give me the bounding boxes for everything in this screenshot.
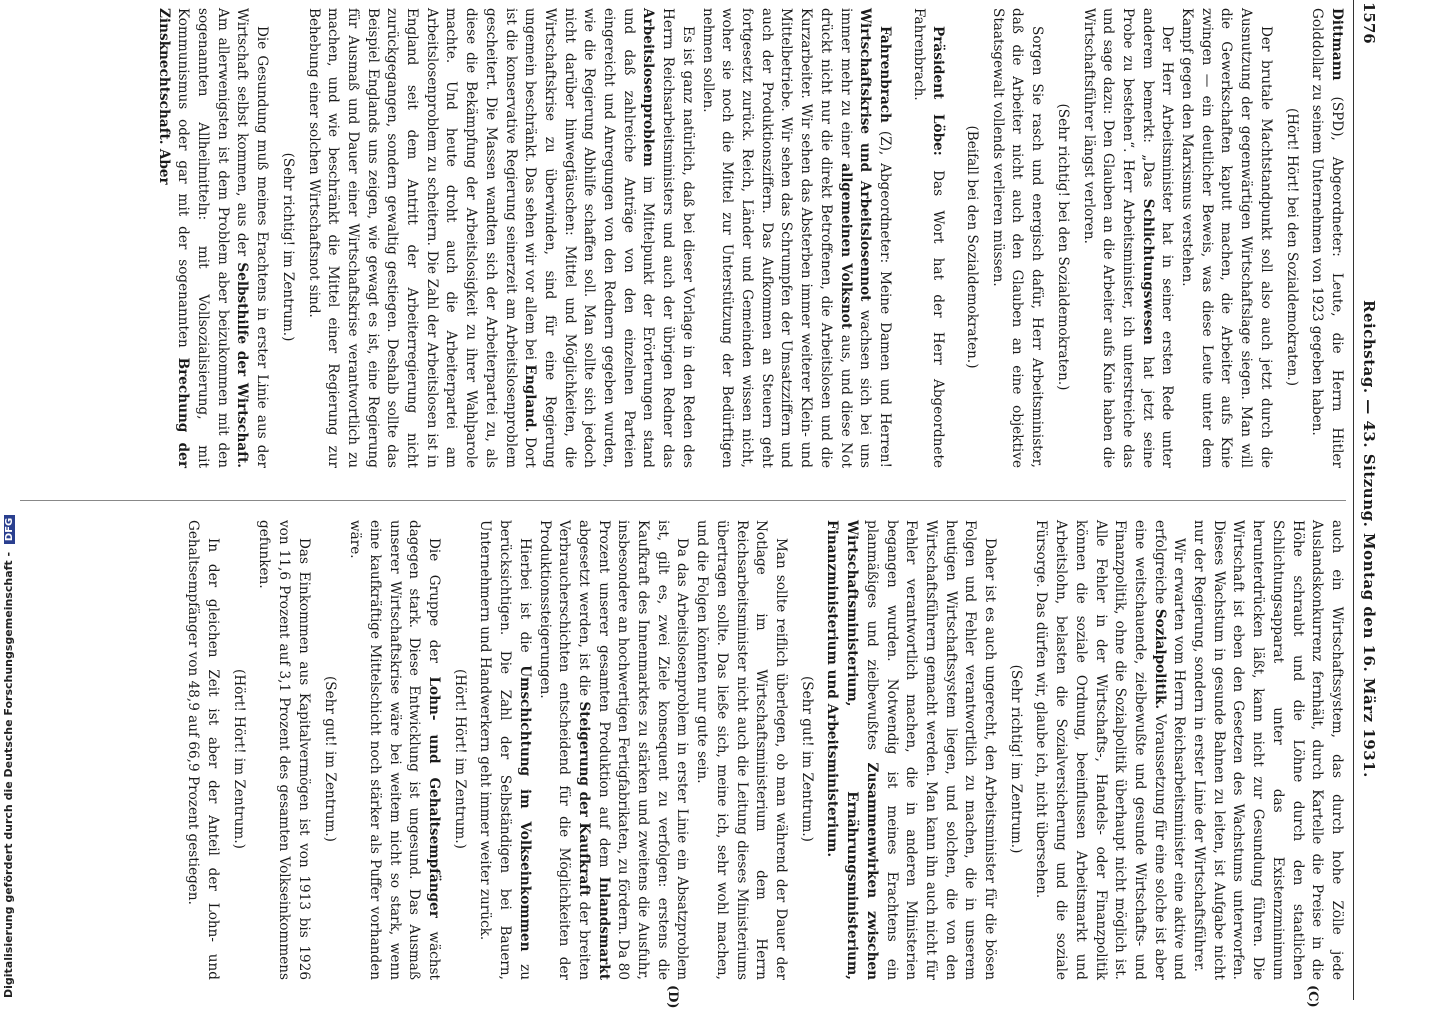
text: der breiten Verbraucherschichten entscheidend für die Möglichkeiten der Produktionssteigerungen. <box>536 520 592 980</box>
emphasis: Aber <box>155 148 172 185</box>
interjection: (Sehr gut! im Zentrum.) <box>798 676 815 842</box>
paragraph: Das Einkommen aus Kapitalvermögen ist von 1913 bis 1926 von 11,6 Prozent auf 3,1 Prozent des gesamten Volkseinkommens gefunken. <box>256 520 312 980</box>
emphasis: Lohn- und Gehaltsempfänger <box>426 676 443 918</box>
paragraph: auch ein Wirtschaftssystem, das durch hohe Zölle jede Auslandskonkurrenz fernhält, durch Kartelle die Preise in die Höhe schraubt und die Löhne durch den staatlichen Schlichtungsapparat unter das Existenzminimum herunterdrücken läßt, kann nicht zur Gesundung führen. Die Wirtschaft ist eben den Gesetzen des Wachstums unterworfen. Dieses Wachstum in gesunde Bahnen zu leiten, ist Aufgabe nicht nur der Regierung, sondern in erster Linie der Wirtschaftsführer. <box>1191 520 1345 980</box>
emphasis: Wirtschaftskrise und Arbeitslosennot <box>857 8 874 302</box>
emphasis: Umschichtung im Volkseinkommen <box>516 665 533 952</box>
emphasis: allgemeinen Volksnot <box>837 163 854 330</box>
paragraph <box>534 520 692 980</box>
text: Daher ist es auch ungerecht, den Arbeitsminister für die bösen Folgen und Fehler verantwortlich zu machen, die in unserem heutigen Wirtschaftssystem liegen, und solchen, die von den Wirtschaftsführern gemacht werden. Man kann ihn auch nicht für Fehler verantwortlich machen, die in anderen Ministerien begangen wurden. Notwendig ist meines Erachtens ein planmäßiges und zielbewußtes <box>863 520 999 980</box>
interjection: (Hört! Hört! im Zentrum.) <box>230 669 247 849</box>
interjection: (Beifall bei den Sozialdemokraten.) <box>964 125 981 369</box>
text: (Z), Abgeordneter: Meine Damen und Herren! <box>876 130 893 468</box>
paragraph <box>153 8 271 468</box>
speaker-name: Dittmann <box>1329 8 1345 81</box>
text: Es ist ganz natürlich, daß bei dieser Vorlage in den Reden des Herrn Reichsarbeitsministers und auch der übrigen Redner das <box>660 8 696 468</box>
left-column <box>153 8 1346 468</box>
text: Hierbei ist die <box>516 538 533 653</box>
speaker-name: Präsident Löbe: <box>930 26 947 156</box>
interjection: (Hört! Hört! bei den Sozialdemokraten.) <box>1283 107 1300 387</box>
text: Voraussetzung für eine solche ist aber eine weitschauende, zielbewußte und gesunde Wirtschafts- und Finanzpolitik, ohne die Sozialpolitik überhaupt nicht möglich ist. Alle Fehler in der Wirtschafts-, Handels- oder Finanzpolitik können die soziale Ordnung, beeinflussen Arbeitsmarkt und Arbeitslohn, belasten die Sozialversicherung und die soziale Fürsorge. Das dürfen wir, glaube ich, nicht übersehen. <box>1033 520 1168 980</box>
paragraph: In der gleichen Zeit ist aber der Anteil der Lohn- und Gehaltsempfänger von 48,9 auf 66,9 Prozent gestiegen. <box>185 520 222 980</box>
paragraph <box>908 8 947 468</box>
emphasis: Arbeitslosenproblem <box>640 8 657 167</box>
text: Am allerwenigsten ist dem Problem aber beizukommen mit den sogenannten Allheilmitteln: mit Vollsozialisierung, mit Kommunismus oder gar mit der sogenannten <box>175 8 231 468</box>
emphasis: Inlandsmarkt <box>595 876 612 980</box>
page-number: 1576 <box>1360 2 1378 44</box>
text: Die Gruppe der <box>426 538 443 664</box>
paragraph: Man sollte reiflich überlegen, ob man während der Dauer der Notlage im Wirtschaftsministerium dem Herrn Reichsarbeitsminister nicht auch die Leitung dieses Ministeriums übertragen sollte. Das ließe sich, meine ich, sehr wohl machen, und die Folgen könnten nur gute sein. <box>694 520 790 980</box>
text: Da das Arbeitslosenproblem in erster Linie ein Absatzproblem ist, gilt es, zwei Ziele konsequent zu verfolgen: erstens die Kaufkraft des Innenmarktes zu stärken und zweitens die Ausfuhr, insbesondere an hochwertigen Fertigfabrikaten, zu fördern. Da 80 Prozent unserer gesamten Produktion auf dem <box>595 520 691 980</box>
paragraph <box>822 520 999 980</box>
dfg-logo: DFG <box>4 515 15 544</box>
column-divider <box>20 500 1346 501</box>
interjection: (Hört! Hört! im Zentrum.) <box>451 669 468 849</box>
text: abgesetzt werden, ist die <box>575 520 592 697</box>
emphasis: England. <box>522 364 539 433</box>
text: wachsen sich bei uns immer mehr zu einer <box>837 8 874 468</box>
margin-marker-d: (D) <box>665 985 680 1009</box>
text: im Mittelpunkt der Erörterungen stand und daß zahlreiche Anträge von den einzelnen Parteien eingereicht und Anregungen von den Rednern gegeben wurden, wie die Regierung Abhilfe schaffen soll. Man sollte sich jedoch nicht darüber hinwegtäuschen: Mittel und Möglichkeiten, die Wirtschaftskrise zu überwinden, sind für eine Regierung ungemein beschränkt. Das sehen wir vor allem bei <box>522 8 657 468</box>
text: wächst dagegen stark. Diese Entwicklung ist ungesund. Das Ausmaß unserer Wirtschaftskrise wäre bei weitem nicht so stark, wenn eine kaufkräftige Mittelschicht noch stärker als Puffer vorhanden wäre. <box>347 520 443 980</box>
emphasis: Brechung der Zinsknechtschaft. <box>155 8 192 468</box>
text: Dort ist die konservative Regierung seinerzeit am Arbeitslosenproblem gescheitert. Die Massen wandten sich der Arbeiterpartei zu, als diese die Bekämpfung der Arbeitslosigkeit zu ihrer Wahlparole machte. Und heute droht auch die Arbeiterpartei am Arbeitslosenproblem zu scheitern. Die Zahl der Arbeitslosen ist in England seit dem Antritt der Arbeiterregierung nicht zurückgegangen, sondern gewaltig gestiegen. Deshalb sollte das Beispiel Englands uns zeigen, wie gewagt es ist, eine Regierung für Ausmaß und Dauer einer Wirtschaftskrise verantwortlich zu machen, und wie beschränkt die Mittel einer Regierung zur Behebung einer solchen Wirtschaftsnot sind. <box>305 8 539 468</box>
text: Die Gesundung muß meines Erachtens in erster Linie aus der Wirtschaft selbst kommen, aus der <box>234 8 271 468</box>
paragraph <box>1078 8 1177 468</box>
emphasis: Sozialpolitik. <box>1151 608 1168 710</box>
interjection: (Sehr richtig! im Zentrum.) <box>1007 664 1024 854</box>
digitization-footer <box>2 0 18 998</box>
right-column <box>183 520 1346 980</box>
text: aus, und diese Not drückt nicht nur die direkt Betroffenen, die Arbeitslosen und die Kurzarbeiter. Wir sehen das Absterben immer weiterer Klein- und Mittelbetriebe. Wir sehen das Schrumpfen der Umsatzziffern und auch der Produktionsziffern. Das Aufkommen an Steuern geht fortgesetzt zurück. Reich, Länder und Gemeinden wissen nicht, woher sie noch die Mittel zur Unterstützung der Bedürftigen nehmen sollen. <box>699 8 854 468</box>
interjection: (Sehr richtig! im Zentrum.) <box>279 152 296 342</box>
emphasis: Selbsthilfe der Wirtschaft. <box>234 262 251 468</box>
paragraph <box>303 8 697 468</box>
paragraph <box>697 8 894 468</box>
paragraph <box>1307 8 1346 468</box>
interjection: (Sehr richtig! bei den Sozialdemokraten.) <box>1054 103 1071 391</box>
footer-text: Digitalisierung gefördert durch die Deutsche Forschungsgemeinschaft - <box>2 551 15 998</box>
text: Wir erwarten vom Herrn Reichsarbeitsminister eine aktive und erfolgreiche <box>1151 520 1188 980</box>
speaker-name: Fahrenbrach <box>876 26 893 123</box>
emphasis: Schlichtungswesen <box>1139 198 1156 345</box>
paragraph <box>345 520 444 980</box>
emphasis: Steigerung der Kaufkraft <box>575 701 592 897</box>
interjection: (Sehr gut! im Zentrum.) <box>321 676 338 842</box>
text: (SPD), Abgeordneter: Leute, die Herrn Hitler Golddollar zu seinem Unternehmen von 1923 gegeben haben. <box>1309 8 1345 468</box>
paragraph: Sorgen Sie rasch und energisch dafür, Herr Arbeitsminister, daß die Arbeiter nicht auch den Glauben an eine objektive Staatsgewalt vollends verlieren müssen. <box>989 8 1046 468</box>
text: hat jetzt seine Probe zu bestehen“. Herr Arbeitsminister, ich unterstreiche das und sage dazu: Den Glauben an die Arbeiter aufs Knie haben die Wirtschaftsführer längst verloren. <box>1080 8 1156 468</box>
emphasis: Zusammenwirken zwischen Wirtschaftsministerium, Ernährungsministerium, Finanzministerium und Arbeitsministerium. <box>824 520 880 980</box>
header-rule <box>1353 0 1354 1000</box>
text: zu berücksichtigen. Die Zahl der Selbständigen bei Bauern, Unternehmern und Handwerkern geht immer weiter zurück. <box>477 520 533 980</box>
page-header <box>1356 0 1380 1000</box>
paragraph <box>1031 520 1189 980</box>
margin-marker-c: (C) <box>1305 985 1320 1008</box>
text: Der Herr Arbeitsminister hat in seiner ersten Rede unter anderem bemerkt: „Das <box>1139 8 1176 468</box>
paragraph: Der brutale Machtstandpunkt soll also auch jetzt durch die Ausnutzung der gegenwärtigen Wirtschaftslage siegen. Man will die Gewerkschaften kaputt machen, die Arbeiter aufs Knie zwingen — ein deutlicher Beweis, was diese Leute unter dem Kampf gegen den Marxismus verstehen. <box>1179 8 1274 468</box>
text: Das Wort hat der Herr Abgeordnete Fahrenbrach. <box>910 8 947 468</box>
paragraph <box>475 520 534 980</box>
running-title: Reichstag. — 43. Sitzung. Montag den 16. März 1931. <box>1360 300 1378 778</box>
